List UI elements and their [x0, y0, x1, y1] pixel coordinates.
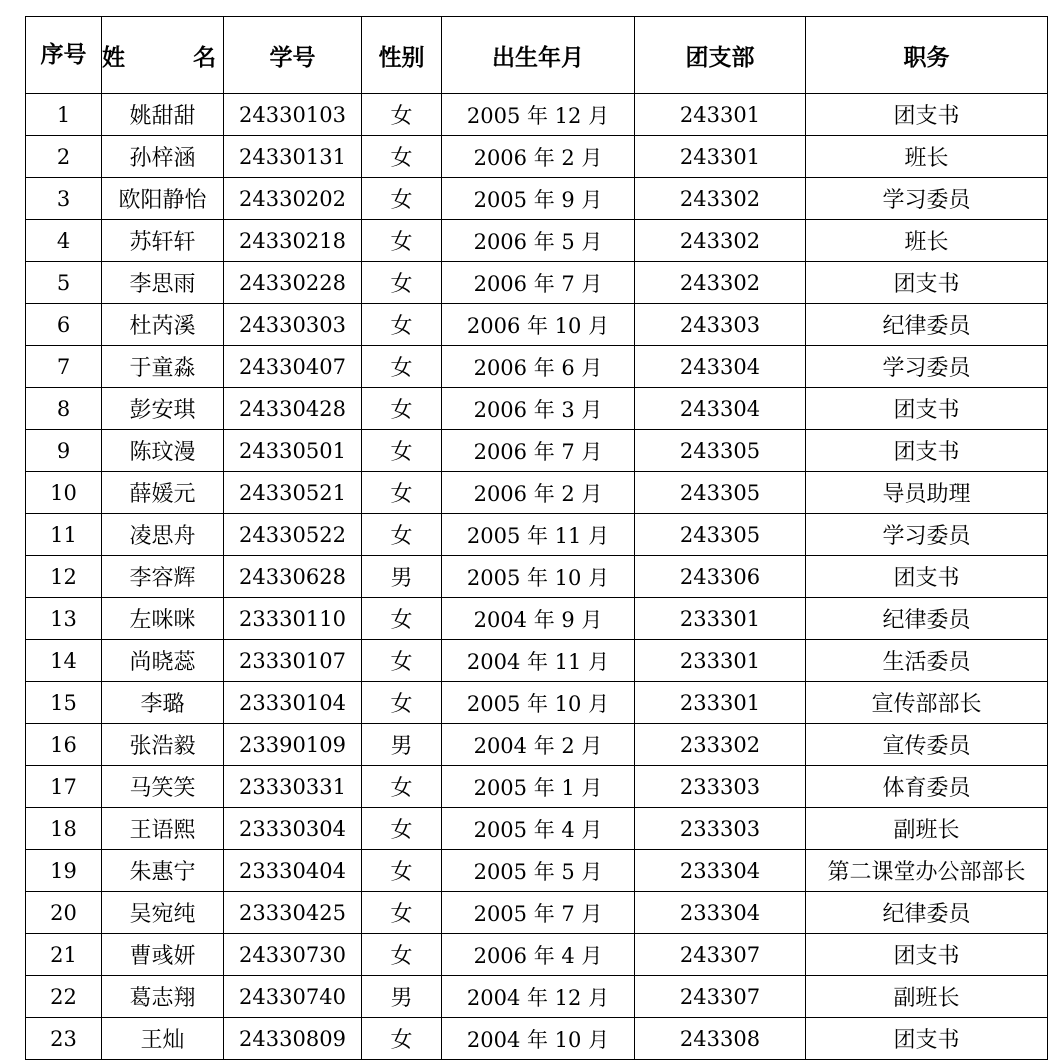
- table-row: [26, 472, 1048, 514]
- header-league-branch: 团支部: [635, 17, 806, 94]
- cell-gender: 女: [362, 514, 442, 556]
- cell-role: 团支书: [806, 934, 1048, 976]
- cell-birth: 2005 年 7 月: [442, 892, 635, 934]
- cell-role: 团支书: [806, 1018, 1048, 1060]
- cell-name: 于童淼: [102, 346, 224, 388]
- cell-name: 李容辉: [102, 556, 224, 598]
- cell-name: 吴宛纯: [102, 892, 224, 934]
- cell-gender: 女: [362, 136, 442, 178]
- table-row: [26, 724, 1048, 766]
- cell-birth: 2005 年 5 月: [442, 850, 635, 892]
- header-role: 职务: [806, 17, 1048, 94]
- cell-league-branch: 243304: [635, 346, 806, 388]
- cell-gender: 男: [362, 976, 442, 1018]
- cell-name: 曹彧妍: [102, 934, 224, 976]
- cell-league-branch: 243302: [635, 220, 806, 262]
- cell-gender: 女: [362, 472, 442, 514]
- cell-league-branch: 243301: [635, 94, 806, 136]
- cell-gender: 女: [362, 388, 442, 430]
- cell-league-branch: 243305: [635, 430, 806, 472]
- table-row: [26, 262, 1048, 304]
- cell-role: 纪律委员: [806, 598, 1048, 640]
- cell-index: 11: [26, 514, 102, 556]
- table-row: [26, 682, 1048, 724]
- cell-league-branch: 233301: [635, 682, 806, 724]
- cell-birth: 2004 年 12 月: [442, 976, 635, 1018]
- cell-index: 8: [26, 388, 102, 430]
- cell-gender: 女: [362, 892, 442, 934]
- cell-student-id: 24330501: [224, 430, 362, 472]
- table-row: [26, 934, 1048, 976]
- cell-index: 6: [26, 304, 102, 346]
- table-row: [26, 346, 1048, 388]
- cell-index: 5: [26, 262, 102, 304]
- cell-student-id: 23330331: [224, 766, 362, 808]
- cell-student-id: 24330628: [224, 556, 362, 598]
- table-row: [26, 808, 1048, 850]
- cell-gender: 男: [362, 556, 442, 598]
- cell-birth: 2005 年 10 月: [442, 556, 635, 598]
- table-row: [26, 892, 1048, 934]
- table-row: [26, 94, 1048, 136]
- cell-name: 葛志翔: [102, 976, 224, 1018]
- table-row: [26, 388, 1048, 430]
- header-student-id: 学号: [224, 17, 362, 94]
- cell-gender: 女: [362, 262, 442, 304]
- cell-gender: 女: [362, 346, 442, 388]
- cell-role: 团支书: [806, 262, 1048, 304]
- cell-student-id: 24330428: [224, 388, 362, 430]
- cell-student-id: 23330110: [224, 598, 362, 640]
- cell-index: 20: [26, 892, 102, 934]
- cell-student-id: 24330730: [224, 934, 362, 976]
- cell-birth: 2006 年 10 月: [442, 304, 635, 346]
- header-name: [102, 17, 247, 94]
- table-row: [26, 136, 1048, 178]
- cell-name: 朱惠宁: [102, 850, 224, 892]
- cell-gender: 女: [362, 178, 442, 220]
- cell-league-branch: 243308: [635, 1018, 806, 1060]
- cell-role: 纪律委员: [806, 304, 1048, 346]
- cell-index: 18: [26, 808, 102, 850]
- cell-gender: 女: [362, 808, 442, 850]
- cell-student-id: 24330303: [224, 304, 362, 346]
- cell-index: 4: [26, 220, 102, 262]
- cell-gender: 女: [362, 220, 442, 262]
- cell-name: 彭安琪: [102, 388, 224, 430]
- cell-index: 19: [26, 850, 102, 892]
- cell-birth: 2005 年 9 月: [442, 178, 635, 220]
- cell-league-branch: 243307: [635, 976, 806, 1018]
- cell-student-id: 24330521: [224, 472, 362, 514]
- cell-index: 9: [26, 430, 102, 472]
- cell-student-id: 24330131: [224, 136, 362, 178]
- cell-role: 学习委员: [806, 346, 1048, 388]
- cell-role: 导员助理: [806, 472, 1048, 514]
- table-row: [26, 598, 1048, 640]
- cell-index: 10: [26, 472, 102, 514]
- cell-league-branch: 233302: [635, 724, 806, 766]
- cell-role: 纪律委员: [806, 892, 1048, 934]
- cell-birth: 2005 年 4 月: [442, 808, 635, 850]
- cell-student-id: 23330104: [224, 682, 362, 724]
- cell-name: 左咪咪: [102, 598, 224, 640]
- table-row: [26, 976, 1048, 1018]
- cell-role: 宣传委员: [806, 724, 1048, 766]
- cell-league-branch: 233301: [635, 598, 806, 640]
- cell-birth: 2006 年 4 月: [442, 934, 635, 976]
- cell-league-branch: 243303: [635, 304, 806, 346]
- table-row: [26, 556, 1048, 598]
- cell-index: 7: [26, 346, 102, 388]
- table-row: [26, 514, 1048, 556]
- cell-league-branch: 233303: [635, 766, 806, 808]
- cell-gender: 女: [362, 430, 442, 472]
- cell-birth: 2005 年 1 月: [442, 766, 635, 808]
- cell-birth: 2006 年 2 月: [442, 136, 635, 178]
- cell-gender: 女: [362, 850, 442, 892]
- cell-name: 王灿: [102, 1018, 224, 1060]
- cell-role: 副班长: [806, 976, 1048, 1018]
- cell-birth: 2004 年 11 月: [442, 640, 635, 682]
- cell-student-id: 24330228: [224, 262, 362, 304]
- cell-index: 1: [26, 94, 102, 136]
- cell-student-id: 23330404: [224, 850, 362, 892]
- cell-gender: 男: [362, 724, 442, 766]
- cell-name: 李璐: [102, 682, 224, 724]
- cell-birth: 2005 年 12 月: [442, 94, 635, 136]
- header-index: 序号: [26, 17, 102, 94]
- cell-gender: 女: [362, 640, 442, 682]
- cell-birth: 2006 年 6 月: [442, 346, 635, 388]
- cell-gender: 女: [362, 766, 442, 808]
- cell-league-branch: 233304: [635, 850, 806, 892]
- cell-league-branch: 233304: [635, 892, 806, 934]
- cell-index: 23: [26, 1018, 102, 1060]
- cell-role: 副班长: [806, 808, 1048, 850]
- cell-league-branch: 243307: [635, 934, 806, 976]
- cell-name: 欧阳静怡: [102, 178, 224, 220]
- cell-birth: 2006 年 2 月: [442, 472, 635, 514]
- cell-birth: 2006 年 5 月: [442, 220, 635, 262]
- cell-league-branch: 243305: [635, 514, 806, 556]
- cell-index: 22: [26, 976, 102, 1018]
- cell-student-id: 24330218: [224, 220, 362, 262]
- table-row: [26, 850, 1048, 892]
- cell-role: 团支书: [806, 430, 1048, 472]
- cell-name: 李思雨: [102, 262, 224, 304]
- table-row: [26, 430, 1048, 472]
- cell-index: 12: [26, 556, 102, 598]
- cell-role: 第二课堂办公部部长: [806, 850, 1048, 892]
- cell-birth: 2004 年 2 月: [442, 724, 635, 766]
- cell-role: 团支书: [806, 94, 1048, 136]
- cell-role: 团支书: [806, 556, 1048, 598]
- table-row: [26, 766, 1048, 808]
- cell-league-branch: 233303: [635, 808, 806, 850]
- cell-index: 3: [26, 178, 102, 220]
- cell-name: 姚甜甜: [102, 94, 224, 136]
- student-roster-sheet: [25, 16, 1047, 1060]
- cell-index: 16: [26, 724, 102, 766]
- cell-name: 凌思舟: [102, 514, 224, 556]
- table-row: [26, 178, 1048, 220]
- cell-role: 班长: [806, 220, 1048, 262]
- cell-name: 尚晓蕊: [102, 640, 224, 682]
- cell-role: 学习委员: [806, 514, 1048, 556]
- cell-birth: 2006 年 7 月: [442, 430, 635, 472]
- cell-league-branch: 243305: [635, 472, 806, 514]
- cell-student-id: 23330304: [224, 808, 362, 850]
- cell-name: 苏轩轩: [102, 220, 224, 262]
- cell-league-branch: 243304: [635, 388, 806, 430]
- header-gender: 性别: [362, 17, 442, 94]
- cell-role: 体育委员: [806, 766, 1048, 808]
- cell-student-id: 24330740: [224, 976, 362, 1018]
- cell-student-id: 24330103: [224, 94, 362, 136]
- cell-name: 陈玟漫: [102, 430, 224, 472]
- cell-name: 孙梓涵: [102, 136, 224, 178]
- cell-gender: 女: [362, 94, 442, 136]
- table-row: [26, 220, 1048, 262]
- cell-gender: 女: [362, 1018, 442, 1060]
- table-row: [26, 640, 1048, 682]
- cell-league-branch: 243302: [635, 262, 806, 304]
- table-row: [26, 1018, 1048, 1060]
- cell-league-branch: 243306: [635, 556, 806, 598]
- cell-name: 马笑笑: [102, 766, 224, 808]
- cell-student-id: 23330107: [224, 640, 362, 682]
- cell-birth: 2005 年 10 月: [442, 682, 635, 724]
- header-name-label: 姓 名: [102, 44, 247, 71]
- cell-index: 17: [26, 766, 102, 808]
- roster-body: [26, 94, 1048, 1060]
- cell-student-id: 24330407: [224, 346, 362, 388]
- cell-role: 学习委员: [806, 178, 1048, 220]
- cell-birth: 2005 年 11 月: [442, 514, 635, 556]
- cell-index: 13: [26, 598, 102, 640]
- cell-name: 薛媛元: [102, 472, 224, 514]
- cell-index: 2: [26, 136, 102, 178]
- cell-role: 生活委员: [806, 640, 1048, 682]
- student-roster-table: [25, 16, 1048, 1060]
- cell-role: 宣传部部长: [806, 682, 1048, 724]
- cell-gender: 女: [362, 934, 442, 976]
- cell-role: 团支书: [806, 388, 1048, 430]
- cell-league-branch: 233301: [635, 640, 806, 682]
- cell-birth: 2006 年 3 月: [442, 388, 635, 430]
- cell-name: 张浩毅: [102, 724, 224, 766]
- cell-league-branch: 243301: [635, 136, 806, 178]
- cell-name: 杜芮溪: [102, 304, 224, 346]
- cell-index: 21: [26, 934, 102, 976]
- cell-birth: 2004 年 9 月: [442, 598, 635, 640]
- cell-index: 14: [26, 640, 102, 682]
- cell-student-id: 23330425: [224, 892, 362, 934]
- cell-index: 15: [26, 682, 102, 724]
- header-row: [26, 17, 1048, 94]
- cell-birth: 2004 年 10 月: [442, 1018, 635, 1060]
- cell-student-id: 23390109: [224, 724, 362, 766]
- cell-role: 班长: [806, 136, 1048, 178]
- table-row: [26, 304, 1048, 346]
- cell-student-id: 24330202: [224, 178, 362, 220]
- cell-league-branch: 243302: [635, 178, 806, 220]
- cell-gender: 女: [362, 304, 442, 346]
- cell-birth: 2006 年 7 月: [442, 262, 635, 304]
- cell-gender: 女: [362, 682, 442, 724]
- cell-student-id: 24330809: [224, 1018, 362, 1060]
- header-birth: 出生年月: [442, 17, 635, 94]
- cell-gender: 女: [362, 598, 442, 640]
- cell-student-id: 24330522: [224, 514, 362, 556]
- cell-name: 王语熙: [102, 808, 224, 850]
